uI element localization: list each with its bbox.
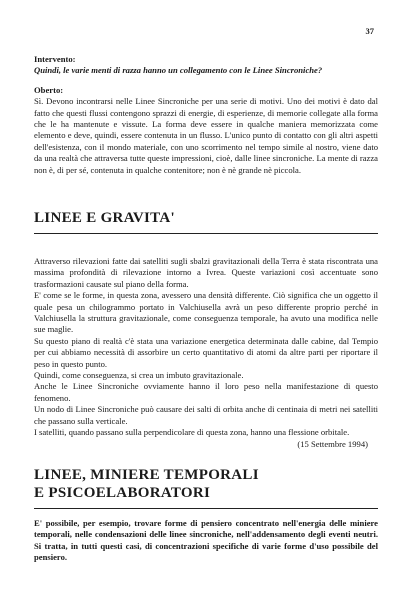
- paragraph: Anche le Linee Sincroniche ovviamente hanno il loro peso nella manifestazione di questo fenomeno.: [34, 381, 378, 403]
- paragraph: E' possibile, per esempio, trovare forme di pensiero concentrato nell'energia delle miniere temporali, nelle condensazioni delle linee sincroniche, nell'addensamento degli eventi neutri. Si tratta, in tutti questi casi, di concentrazioni specifiche di varie forme d'uso possibile del pensiero.: [34, 518, 378, 563]
- interview-block: [34, 54, 378, 176]
- respondent-label: Oberto:: [34, 84, 64, 95]
- gravity-section-body: [34, 256, 378, 450]
- section-divider: [34, 233, 378, 234]
- section-title-mines: [34, 466, 378, 502]
- section-divider: [34, 508, 378, 509]
- interview-question: Quindi, le varie menti di razza hanno un collegamento con le Linee Sincroniche?: [34, 65, 323, 76]
- section-title-line1: LINEE, MINIERE TEMPORALI: [34, 467, 259, 483]
- paragraph: I satelliti, quando passano sulla perpendicolare di questa zona, hanno una flessione orbitale.: [34, 427, 350, 438]
- paragraph: Attraverso rilevazioni fatte dai satelliti sugli sbalzi gravitazionali della Terra è stata riscontrata una massima profondità di rilevazione intorno a Ivrea. Queste variazioni così accentuate sono trasformazioni causate sul piano della forma.: [34, 256, 378, 289]
- page-number: 37: [365, 26, 374, 36]
- paragraph: E' come se le forme, in questa zona, avessero una densità differente. Ciò significa che un oggetto il quale pesa un chilogrammo portato in Valchiusella avrà un peso differente proprio perché in Valchiusella la struttura gravitazionale, come conseguenza temporale, ha avuto una modifica nelle sue maglie.: [34, 290, 378, 335]
- paragraph: Quindi, come conseguenza, si crea un imbuto gravitazionale.: [34, 370, 244, 381]
- mines-section-body: [34, 518, 378, 564]
- section-title-gravity: LINEE E GRAVITA': [34, 210, 175, 226]
- interview-answer: Sì. Devono incontrarsi nelle Linee Sincroniche per una serie di motivi. Uno dei motivi è dato dal fatto che questi flussi contengono sprazzi di energie, di esperienze, di memorie collegate alla forma che le ha mantenute e vissute. La forma deve essere in qualche maniera memorizzata come elemento e deve, quindi, essere contenuta in un flusso. L'unico punto di contatto con gli altri aspetti dell'esistenza, con il mondo materiale, con uno scorrimento nel tempo simile al nostro, viene dato da una realtà che attraversa tutte queste impressioni, cioè, dalle linee sincroniche. La mente di razza non è, di per sé, contenuta in qualche contenitore; non è nè grande nè piccola.: [34, 96, 378, 175]
- interviewer-label: Intervento:: [34, 54, 76, 64]
- section-title-line2: E PSICOELABORATORI: [34, 485, 211, 501]
- paragraph: Un nodo di Linee Sincroniche può causare dei salti di orbita anche di centinaia di metri nei satelliti che passano sulla verticale.: [34, 404, 378, 426]
- paragraph: Su questo piano di realtà c'è stata una variazione energetica determinata dalle cabine, dal Tempio per cui abbiamo necessità di assorbire un certo quantitativo di atomi da altre parti per riportare il peso in questo punto.: [34, 335, 378, 369]
- date-note: (15 Settembre 1994): [297, 438, 368, 449]
